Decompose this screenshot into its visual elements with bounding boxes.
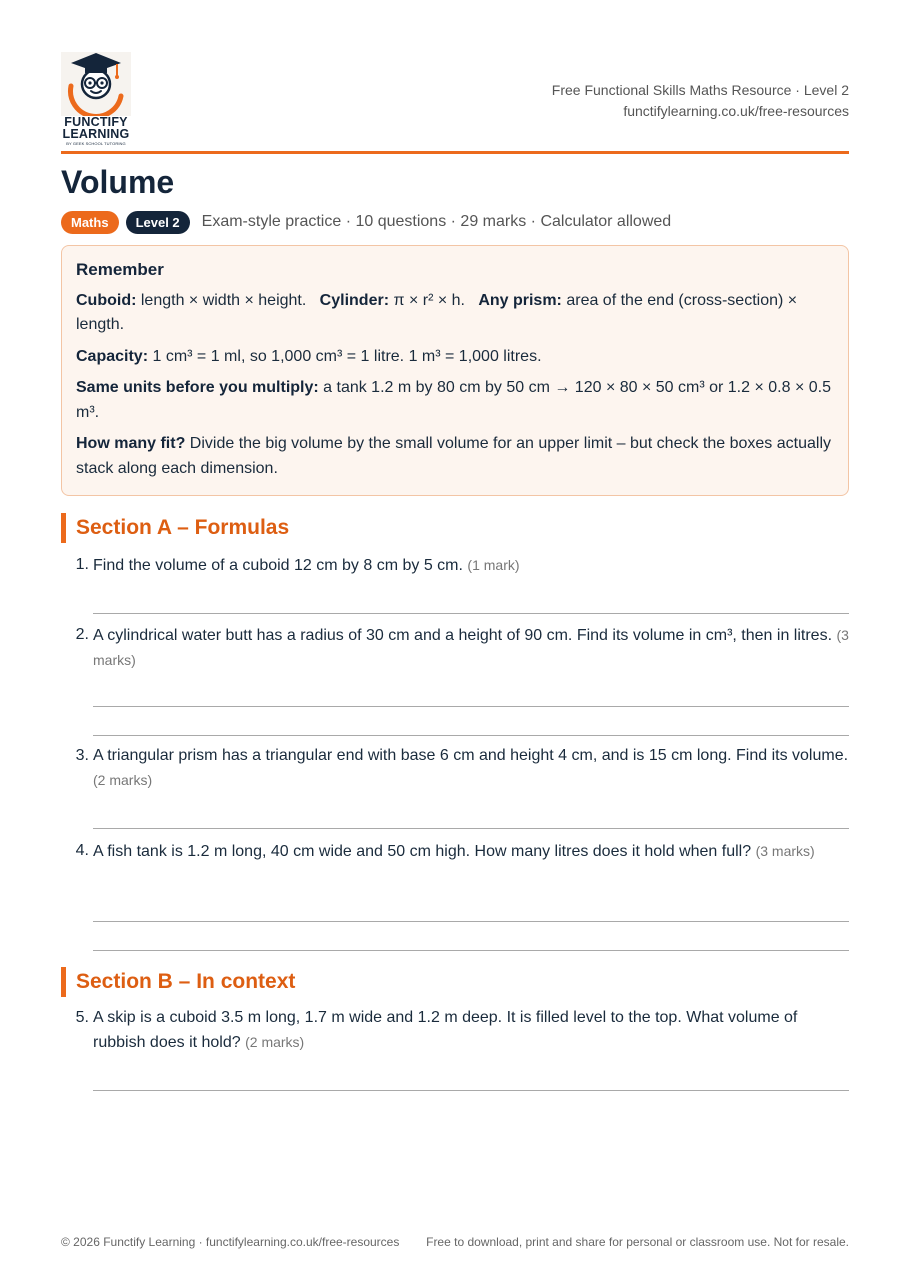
question-text: A triangular prism has a triangular end with base 6 cm and height 4 cm, and is 15 cm long. Find its volume. [93,747,849,764]
page-title: Volume [61,164,175,200]
question-number: 2. [75,626,89,643]
header-url[interactable]: functifylearning.co.uk/free-resources [623,103,849,119]
answer-line[interactable] [93,828,849,829]
cylinder-text: π × r² × h. [389,291,465,309]
question-marks: (1 mark) [467,557,520,573]
cuboid-label: Cuboid: [76,291,137,309]
footer-license: Free to download, print and share for personal or classroom use. Not for resale. [426,1235,849,1249]
units-text: a tank 1.2 m by 80 cm by 50 cm → 120 × 80 × 50 cm³ or 1.2 × 0.8 × 0.5 m³. [76,379,831,421]
meta-row [61,210,671,234]
logo-wordmark-bottom: LEARNING [62,127,130,141]
question-number: 3. [75,747,89,764]
fit-text: Divide the big volume by the small volume for an upper limit – but check the boxes actually stack along each dimension. [76,435,831,477]
question-marks: (2 marks) [245,1034,305,1050]
question-text-wrap [93,839,849,864]
question-marks: (3 marks) [755,843,815,859]
question-number: 5. [75,1009,89,1026]
question-text: A skip is a cuboid 3.5 m long, 1.7 m wide and 1.2 m deep. It is filled level to the top. What volume of rubbish does it hold? [93,1009,798,1051]
question-text: Find the volume of a cuboid 12 cm by 8 cm by 5 cm. [93,557,463,574]
answer-line[interactable] [93,950,849,951]
answer-line[interactable] [93,706,849,707]
answer-line[interactable] [93,735,849,736]
header-info [552,80,849,122]
answer-line[interactable] [93,613,849,614]
units-label: Same units before you multiply: [76,379,319,396]
section-a-heading: Section A – Formulas [61,513,289,543]
level-badge: Level 2 [126,211,190,234]
remember-heading: Remember [76,260,164,279]
question-text: A fish tank is 1.2 m long, 40 cm wide and 50 cm high. How many litres does it hold when full? [93,843,752,860]
question-marks: (2 marks) [93,772,153,788]
functify-logo [61,52,131,146]
section-b-heading: Section B – In context [61,967,295,997]
owl-mascot-icon [61,52,131,116]
footer-copyright: © 2026 Functify Learning · functifylearning.co.uk/free-resources [61,1235,400,1249]
prism-text: area of the end (cross-section) × length. [76,291,798,333]
formula-paragraph [76,289,834,338]
question-text-wrap [93,1006,849,1055]
cylinder-label: Cylinder: [319,291,390,309]
remember-box [61,245,849,496]
capacity-paragraph [76,345,834,370]
capacity-label: Capacity: [76,347,149,365]
practice-info: Exam-style practice · 10 questions · 29 marks · Calculator allowed [201,213,672,230]
question-number: 1. [75,556,89,573]
header-resource-line: Free Functional Skills Maths Resource · Level 2 [551,82,849,98]
question-text: A cylindrical water butt has a radius of 30 cm and a height of 90 cm. Find its volume in cm³, then in litres. [93,627,833,644]
question-text-wrap [93,623,849,673]
units-paragraph [76,376,834,425]
question-text-wrap [93,744,849,793]
answer-line[interactable] [93,1090,849,1091]
answer-line[interactable] [93,921,849,922]
question-text-wrap [93,553,849,578]
capacity-text: 1 cm³ = 1 ml, so 1,000 cm³ = 1 litre. 1 m³ = 1,000 litres. [148,347,542,365]
question-number: 4. [75,842,89,859]
header-divider [61,151,849,154]
logo-tagline: BY GEEK SCHOOL TUTORING [66,141,126,146]
fit-label: How many fit? [76,435,186,452]
page-header [61,0,849,152]
cuboid-text: length × width × height. [136,291,307,309]
prism-label: Any prism: [478,291,562,309]
question-marks: (3 marks) [93,627,849,668]
logo-wordmark-top: FUNCTIFY [64,115,128,129]
worksheet-page [61,0,849,1051]
subject-badge: Maths [61,211,119,234]
fit-paragraph [76,432,834,481]
